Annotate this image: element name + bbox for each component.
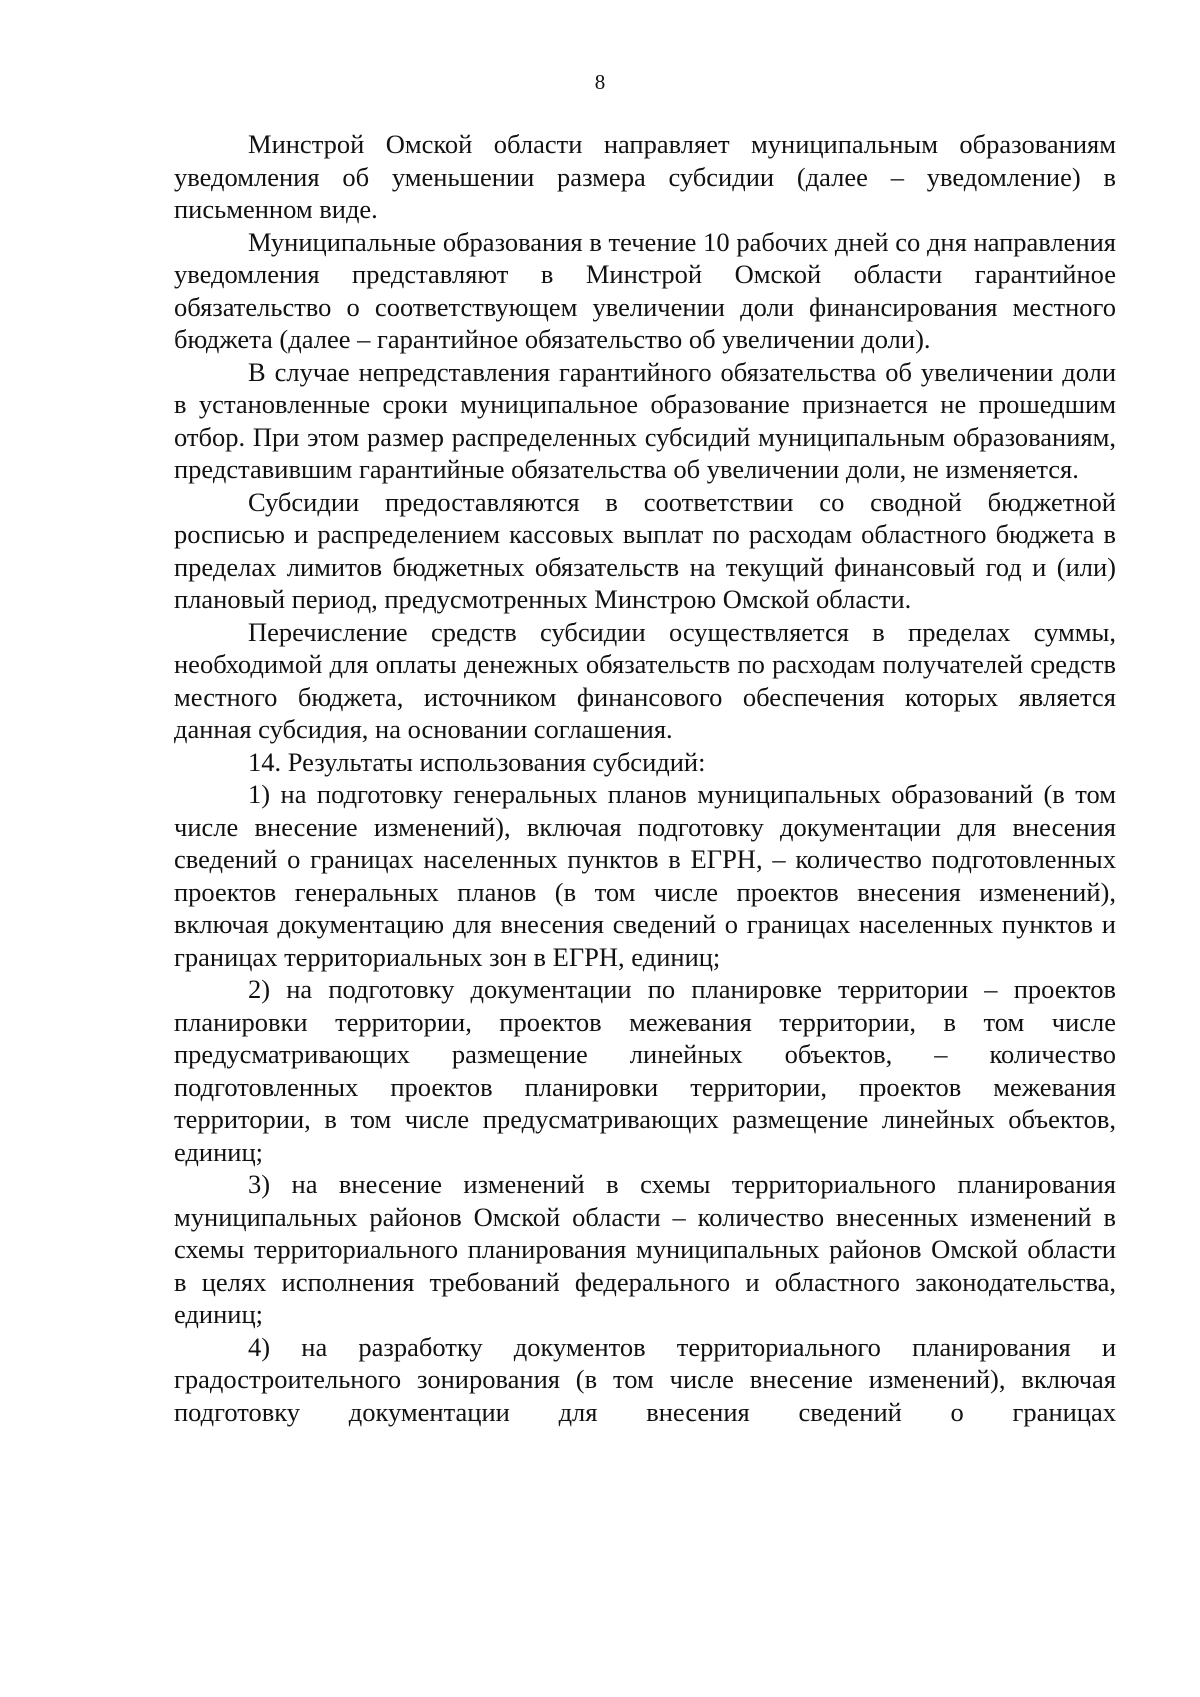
paragraph-non-submission: В случае непредставления гарантийного обязательства об увеличении доли в установленные сроки муниципальное образование признается не прошедшим отбор. При этом размер распределенных субсидий муниципальным образованиям, представившим гарантийные обязательства об увеличении доли, не изменяется. (174, 356, 1116, 484)
section-14-heading: 14. Результаты использования субсидий: (248, 746, 706, 777)
document-body (174, 128, 1116, 1428)
paragraph-notification: Минстрой Омской области направляет муниципальным образованиям уведомления об уменьшении размера субсидии (далее – уведомление) в письменном виде. (174, 129, 1116, 224)
paragraph-guarantee-obligation: Муниципальные образования в течение 10 рабочих дней со дня направления уведомления представляют в Минстрой Омской области гарантийное обязательство о соответствующем увеличении доли финансирования местного бюджета (далее – гарантийное обязательство об увеличении доли). (174, 226, 1116, 354)
result-item-3: 3) на внесение изменений в схемы территориального планирования муниципальных районов Омской области – количество внесенных изменений в схемы территориального планирования муниципальных районов Омской области в целях исполнения требований федерального и областного законодательства, единиц; (174, 1169, 1116, 1329)
page-number: 8 (594, 70, 606, 94)
result-item-1: 1) на подготовку генеральных планов муниципальных образований (в том числе внесение изменений), включая подготовку документации для внесения сведений о границах населенных пунктов в ЕГРН, – количество подготовленных проектов генеральных планов (в том числе проектов внесения изменений), включая документацию для внесения сведений о границах населенных пунктов и границах территориальных зон в ЕГРН, единиц; (174, 779, 1116, 972)
result-item-2: 2) на подготовку документации по планировке территории – проектов планировки территории, проектов межевания территории, в том числе предусматривающих размещение линейных объектов, – количество подготовленных проектов планировки территории, проектов межевания территории, в том числе предусматривающих размещение линейных объектов, единиц; (174, 974, 1116, 1167)
paragraph-funds-transfer: Перечисление средств субсидии осуществляется в пределах суммы, необходимой для оплаты денежных обязательств по расходам получателей средств местного бюджета, источником финансового обеспечения которых является данная субсидия, на основании соглашения. (174, 616, 1116, 744)
paragraph-subsidy-provision: Субсидии предоставляются в соответствии со сводной бюджетной росписью и распределением кассовых выплат по расходам областного бюджета в пределах лимитов бюджетных обязательств на текущий финансовый год и (или) плановый период, предусмотренных Минстрою Омской области. (174, 486, 1116, 614)
result-item-4: 4) на разработку документов территориального планирования и градостроительного зонирования (в том числе внесение изменений), включая подготовку документации для внесения сведений о границах (174, 1331, 1116, 1427)
